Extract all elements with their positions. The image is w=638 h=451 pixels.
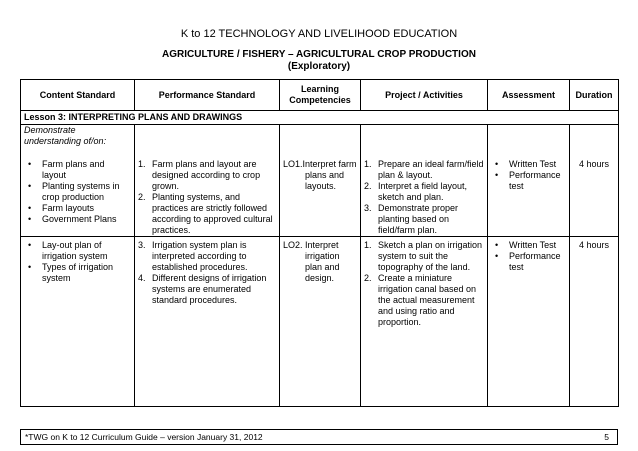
assessment-cell xyxy=(488,155,570,237)
list-item: • Government Plans xyxy=(28,214,117,224)
content-standard-cell xyxy=(21,155,135,237)
col-header-duration: Duration xyxy=(570,80,619,111)
document-subtitle: AGRICULTURE / FISHERY – AGRICULTURAL CROP PRODUCTION xyxy=(162,49,476,60)
document-level: (Exploratory) xyxy=(287,61,351,72)
list-item: 2. Create a miniature irrigation canal based on the actual measurement and using ratio and proportion. xyxy=(364,273,477,327)
list-item: • Types of irrigation system xyxy=(28,262,114,283)
list-item: • Performance test xyxy=(495,251,561,272)
list-item: 2. Interpret a field layout, sketch and plan. xyxy=(364,181,468,202)
document-title: K to 12 TECHNOLOGY AND LIVELIHOOD EDUCATION xyxy=(180,28,458,40)
list-item: 3. Irrigation system plan is interpreted according to established procedures. xyxy=(138,240,248,272)
list-item: 1. Prepare an ideal farm/field plan & layout. xyxy=(364,159,484,180)
learning-competency-cell: LO1.Interpret farm plans and layouts. xyxy=(280,155,361,237)
learning-competency-cell: LO2. Interpret irrigation plan and design. xyxy=(280,237,361,407)
list-item: 4. Different designs of irrigation systems are enumerated standard procedures. xyxy=(138,273,267,305)
list-item: 1. Sketch a plan on irrigation system to suit the topography of the land. xyxy=(364,240,483,272)
list-item: • Written Test xyxy=(495,159,557,169)
table-row xyxy=(21,237,619,407)
list-item: • Planting systems in crop production xyxy=(28,181,120,202)
page-footer xyxy=(20,429,618,445)
performance-standard-cell xyxy=(135,155,280,237)
list-item: • Written Test xyxy=(495,240,557,250)
activities-cell xyxy=(361,155,488,237)
col-header-project-activities: Project / Activities xyxy=(361,80,488,111)
col-header-learning-competencies: Learning Competencies xyxy=(280,80,361,111)
page-number: 5 xyxy=(604,432,609,442)
lesson-row xyxy=(21,111,619,125)
table-header-row xyxy=(21,80,619,111)
lesson-title: Lesson 3: INTERPRETING PLANS AND DRAWINGS xyxy=(21,111,619,125)
demonstrate-label: Demonstrate understanding of/on: xyxy=(21,125,135,156)
col-header-assessment: Assessment xyxy=(488,80,570,111)
performance-standard-cell xyxy=(135,237,280,407)
footer-version-note: *TWG on K to 12 Curriculum Guide – version January 31, 2012 xyxy=(25,432,263,442)
activities-cell xyxy=(361,237,488,407)
content-standard-cell xyxy=(21,237,135,407)
list-item: 2. Planting systems, and practices are strictly followed according to approved cultural practices. xyxy=(138,192,273,235)
demonstrate-row xyxy=(21,125,619,156)
duration-cell: 4 hours xyxy=(570,155,619,237)
assessment-cell xyxy=(488,237,570,407)
table-row xyxy=(21,155,619,237)
duration-cell: 4 hours xyxy=(570,237,619,407)
col-header-performance-standard: Performance Standard xyxy=(135,80,280,111)
col-header-content-standard: Content Standard xyxy=(21,80,135,111)
list-item: • Farm plans and layout xyxy=(28,159,105,180)
list-item: 3. Demonstrate proper planting based on field/farm plan. xyxy=(364,203,459,235)
curriculum-table xyxy=(20,79,619,407)
list-item: • Farm layouts xyxy=(28,203,95,213)
list-item: • Performance test xyxy=(495,170,561,191)
list-item: 1. Farm plans and layout are designed according to crop grown. xyxy=(138,159,261,191)
list-item: • Lay-out plan of irrigation system xyxy=(28,240,108,261)
